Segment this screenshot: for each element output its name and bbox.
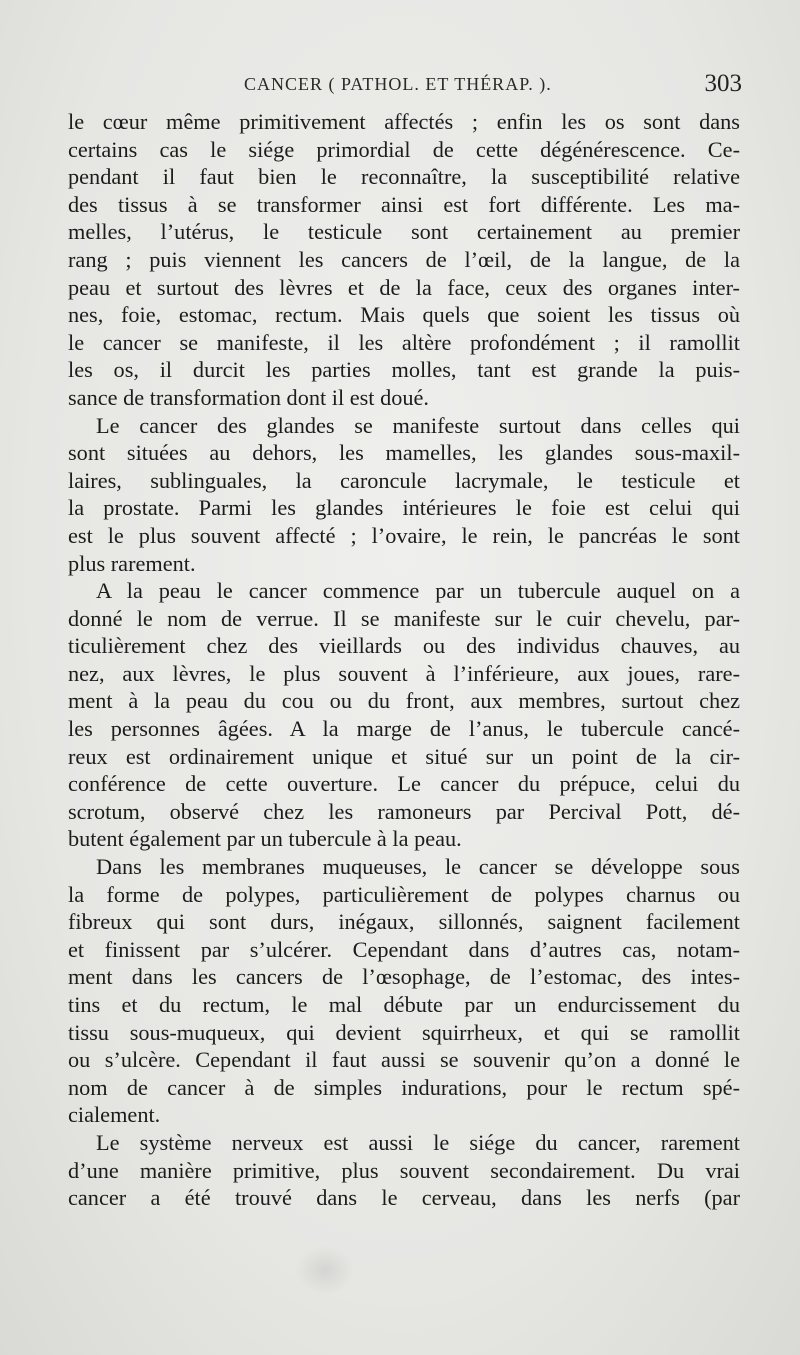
paragraph <box>68 853 740 1129</box>
text-line: Le système nerveux est aussi le siége du cancer, rarement <box>96 1129 740 1155</box>
text-line: ou s’ulcère. Cependant il faut aussi se souvenir qu’on a donné le <box>68 1047 740 1073</box>
text-line: fibreux qui sont durs, inégaux, sillonnés, saignent facilement <box>68 909 740 935</box>
text-line: laires, sublinguales, la caroncule lacrymale, le testicule et <box>68 467 740 493</box>
paragraph <box>68 412 740 578</box>
text-line: d’une manière primitive, plus souvent secondairement. Du vrai <box>68 1157 740 1183</box>
text-line: la prostate. Parmi les glandes intérieures le foie est celui qui <box>68 495 740 521</box>
text-line: cialement. <box>68 1102 161 1128</box>
text-line: ment à la peau du cou ou du front, aux membres, surtout chez <box>68 688 740 714</box>
paragraph <box>68 108 740 412</box>
text-line: nes, foie, estomac, rectum. Mais quels que soient les tissus où <box>68 302 740 328</box>
text-line: melles, l’utérus, le testicule sont certainement au premier <box>68 219 740 245</box>
text-line: peau et surtout des lèvres et de la face, ceux des organes inter- <box>68 274 740 300</box>
text-line: tins et du rectum, le mal débute par un endurcissement du <box>68 992 740 1017</box>
text-line: le cœur même primitivement affectés ; enfin les os sont dans <box>68 109 740 134</box>
text-line: certains cas le siége primordial de cette dégénérescence. Ce- <box>68 136 740 162</box>
page-header <box>66 70 742 104</box>
body-text <box>68 108 740 1212</box>
text-line: conférence de cette ouverture. Le cancer du prépuce, celui du <box>68 771 740 797</box>
paragraph <box>68 577 740 853</box>
text-line: tissu sous-muqueux, qui devient squirrheux, et qui se ramollit <box>68 1019 740 1045</box>
ink-smudge <box>295 1245 355 1295</box>
text-line: sance de transformation dont il est doué. <box>68 384 429 410</box>
text-line: ment dans les cancers de l’œsophage, de l’estomac, des intes- <box>68 964 740 990</box>
text-line: et finissent par s’ulcérer. Cependant dans d’autres cas, notam- <box>68 936 740 962</box>
text-line: ticulièrement chez des vieillards ou des individus chauves, au <box>68 633 740 659</box>
text-line: nom de cancer à de simples indurations, pour le rectum spé- <box>68 1074 740 1100</box>
text-line: cancer a été trouvé dans le cerveau, dans les nerfs (par <box>68 1185 740 1211</box>
text-line: A la peau le cancer commence par un tubercule auquel on a <box>96 578 740 604</box>
text-line: pendant il faut bien le reconnaître, la susceptibilité relative <box>68 164 740 190</box>
text-line: la forme de polypes, particulièrement de polypes charnus ou <box>68 881 740 907</box>
text-line: plus rarement. <box>68 550 196 576</box>
text-line: scrotum, observé chez les ramoneurs par Percival Pott, dé- <box>68 798 740 824</box>
paragraph <box>68 1129 740 1212</box>
text-line: butent également par un tubercule à la peau. <box>68 826 462 852</box>
text-line: donné le nom de verrue. Il se manifeste sur le cuir chevelu, par- <box>68 605 740 631</box>
text-line: Dans les membranes muqueuses, le cancer se développe sous <box>96 854 740 880</box>
page-number: 303 <box>704 70 742 97</box>
running-title: CANCER ( PATHOL. ET THÉRAP. ). <box>244 74 552 94</box>
text-line: les os, il durcit les parties molles, tant est grande la puis- <box>68 357 740 383</box>
text-line: rang ; puis viennent les cancers de l’œil, de la langue, de la <box>68 246 740 272</box>
text-line: nez, aux lèvres, le plus souvent à l’inférieure, aux joues, rare- <box>68 660 740 686</box>
text-line: le cancer se manifeste, il les altère profondément ; il ramollit <box>68 329 740 355</box>
text-line: Le cancer des glandes se manifeste surtout dans celles qui <box>96 412 740 438</box>
text-line: des tissus à se transformer ainsi est fort différente. Les ma- <box>68 191 740 217</box>
text-line: sont situées au dehors, les mamelles, les glandes sous-maxil- <box>68 440 740 466</box>
text-line: les personnes âgées. A la marge de l’anus, le tubercule cancé- <box>68 716 740 742</box>
text-line: est le plus souvent affecté ; l’ovaire, le rein, le pancréas le sont <box>68 522 740 548</box>
text-line: reux est ordinairement unique et situé sur un point de la cir- <box>68 743 740 769</box>
